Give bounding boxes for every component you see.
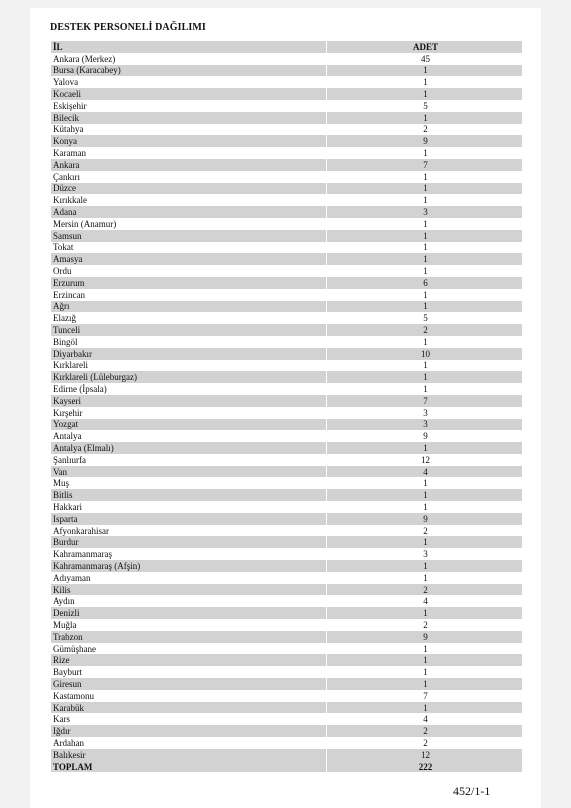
count-cell: 1 [327, 336, 523, 348]
table-row [51, 383, 522, 395]
table-row [51, 112, 522, 124]
page-title: DESTEK PERSONELİ DAĞILIMI [50, 22, 206, 33]
province-cell: Kayseri [51, 395, 327, 407]
province-cell: Bilecik [51, 112, 327, 124]
province-cell: Isparta [51, 513, 327, 525]
table-row [51, 501, 522, 513]
table-row [51, 100, 522, 112]
count-cell: 4 [327, 595, 523, 607]
table-row [51, 749, 522, 761]
province-cell: Erzincan [53, 289, 85, 300]
document-page [30, 8, 541, 808]
table-row [51, 360, 522, 372]
count-cell: 1 [327, 383, 523, 395]
table-row [51, 454, 522, 466]
count-cell: 1 [327, 230, 523, 242]
table-row [51, 395, 522, 407]
count-cell: 9 [327, 631, 523, 643]
province-cell: Yozgat [51, 419, 327, 431]
count-cell: 1 [327, 501, 523, 513]
province-cell: Erzurum [51, 277, 327, 289]
count-cell: 12 [327, 454, 523, 466]
province-cell: Kastamonu [53, 690, 94, 701]
count-cell: 1 [327, 194, 523, 206]
province-cell: Denizli [51, 607, 327, 619]
province-cell: Hakkari [53, 501, 82, 512]
count-cell: 3 [327, 206, 523, 218]
count-cell: 45 [327, 53, 523, 65]
count-cell: 2 [327, 124, 523, 136]
province-cell: Konya [51, 135, 327, 147]
total-label: TOPLAM [51, 761, 327, 773]
province-cell: Kırklareli (Lüleburgaz) [51, 371, 327, 383]
count-cell: 2 [327, 324, 523, 336]
province-cell: Diyarbakır [51, 348, 327, 360]
count-cell: 1 [327, 253, 523, 265]
count-cell: 1 [327, 218, 523, 230]
province-cell: Eskişehir [53, 100, 87, 111]
table-row [51, 65, 522, 77]
table-row [51, 407, 522, 419]
count-cell: 10 [327, 348, 523, 360]
province-cell: Van [51, 466, 327, 478]
province-cell: Kahramanmaraş [53, 549, 112, 560]
province-cell: Kırşehir [53, 407, 83, 418]
count-cell: 5 [327, 312, 523, 324]
count-cell: 9 [327, 430, 523, 442]
count-cell: 3 [327, 407, 523, 419]
table-row [51, 253, 522, 265]
count-cell: 1 [327, 477, 523, 489]
table-row [51, 348, 522, 360]
province-cell: Adana [51, 206, 327, 218]
province-cell: Muğla [53, 619, 77, 630]
table-row [51, 654, 522, 666]
table-row [51, 477, 522, 489]
province-cell: Ankara [51, 159, 327, 171]
table-row [51, 371, 522, 383]
count-cell: 4 [327, 466, 523, 478]
table-row [51, 265, 522, 277]
table-row [51, 466, 522, 478]
count-cell: 1 [327, 171, 523, 183]
table-row [51, 643, 522, 655]
province-cell: Bayburt [53, 667, 82, 678]
province-cell: Kars [53, 714, 70, 725]
table-row [51, 230, 522, 242]
table-row [51, 312, 522, 324]
province-cell: Tokat [53, 242, 74, 253]
province-cell: Tunceli [51, 324, 327, 336]
table-row [51, 536, 522, 548]
count-cell: 1 [327, 301, 523, 313]
province-cell: Aydın [53, 596, 75, 607]
table-row [51, 430, 522, 442]
province-cell: Giresun [51, 678, 327, 690]
table-row [51, 690, 522, 702]
header-count: ADET [327, 41, 523, 53]
table-row [51, 183, 522, 195]
table-row [51, 76, 522, 88]
province-cell: Kütahya [53, 124, 84, 135]
table-row [51, 159, 522, 171]
count-cell: 1 [327, 360, 523, 372]
province-cell: Bitlis [51, 489, 327, 501]
table-row [51, 289, 522, 301]
table-row [51, 678, 522, 690]
province-cell: Kırklareli [53, 360, 88, 371]
header-province: İL [51, 41, 327, 53]
count-cell: 2 [327, 525, 523, 537]
province-cell: Gümüşhane [53, 643, 96, 654]
table-row [51, 725, 522, 737]
table-row [51, 242, 522, 254]
count-cell: 7 [327, 159, 523, 171]
count-cell: 1 [327, 607, 523, 619]
count-cell: 1 [327, 643, 523, 655]
province-cell: Ağrı [51, 301, 327, 313]
table-row [51, 124, 522, 136]
table-row [51, 737, 522, 749]
table-row [51, 631, 522, 643]
count-cell: 9 [327, 513, 523, 525]
page-reference: 452/1-1 [453, 784, 491, 798]
table-row [51, 324, 522, 336]
count-cell: 1 [327, 702, 523, 714]
count-cell: 1 [327, 678, 523, 690]
province-cell: Düzce [51, 183, 327, 195]
count-cell: 1 [327, 536, 523, 548]
province-cell: Kocaeli [51, 88, 327, 100]
table-row [51, 206, 522, 218]
count-cell: 1 [327, 88, 523, 100]
count-cell: 12 [327, 749, 523, 761]
count-cell: 6 [327, 277, 523, 289]
table-row [51, 595, 522, 607]
province-cell: Burdur [51, 536, 327, 548]
table-row [51, 607, 522, 619]
province-cell: Edirne (İpsala) [53, 384, 107, 394]
province-cell: Yalova [53, 77, 79, 88]
table-row [51, 513, 522, 525]
province-cell: Mersin (Anamur) [53, 218, 117, 229]
count-cell: 2 [327, 584, 523, 596]
count-cell: 3 [327, 548, 523, 560]
distribution-table [51, 41, 522, 772]
count-cell: 5 [327, 100, 523, 112]
count-cell: 1 [327, 289, 523, 301]
province-cell: Şanlıurfa [53, 454, 86, 465]
count-cell: 1 [327, 112, 523, 124]
count-cell: 9 [327, 135, 523, 147]
province-cell: Elazığ [53, 313, 76, 324]
table-row [51, 666, 522, 678]
province-cell: Adıyaman [53, 572, 91, 583]
count-cell: 1 [327, 371, 523, 383]
province-cell: Samsun [51, 230, 327, 242]
province-cell: Kırıkkale [53, 195, 87, 206]
province-cell: Kilis [51, 584, 327, 596]
count-cell: 1 [327, 147, 523, 159]
table-row [51, 713, 522, 725]
count-cell: 7 [327, 690, 523, 702]
province-cell: Afyonkarahisar [53, 525, 109, 536]
table-row [51, 584, 522, 596]
table-row [51, 619, 522, 631]
province-cell: Balıkesir [51, 749, 327, 761]
count-cell: 1 [327, 76, 523, 88]
table-header-row [51, 41, 522, 53]
table-row [51, 147, 522, 159]
province-cell: Antalya (Elmalı) [51, 442, 327, 454]
count-cell: 1 [327, 666, 523, 678]
province-cell: Trabzon [51, 631, 327, 643]
province-cell: Karabük [51, 702, 327, 714]
table-row [51, 560, 522, 572]
count-cell: 1 [327, 65, 523, 77]
table-row [51, 489, 522, 501]
table-row [51, 525, 522, 537]
province-cell: Bingöl [53, 336, 78, 347]
province-cell: Karaman [53, 148, 86, 159]
count-cell: 2 [327, 737, 523, 749]
province-cell: Muş [53, 478, 70, 489]
count-cell: 1 [327, 572, 523, 584]
count-cell: 1 [327, 654, 523, 666]
total-row [51, 761, 522, 773]
count-cell: 1 [327, 489, 523, 501]
table-row [51, 572, 522, 584]
table-row [51, 442, 522, 454]
count-cell: 3 [327, 419, 523, 431]
province-cell: Amasya [51, 253, 327, 265]
table-row [51, 301, 522, 313]
table-row [51, 419, 522, 431]
province-cell: Çankırı [53, 171, 80, 182]
province-cell: Antalya [53, 431, 82, 442]
province-cell: Kahramanmaraş (Afşin) [51, 560, 327, 572]
count-cell: 1 [327, 442, 523, 454]
count-cell: 1 [327, 183, 523, 195]
table-row [51, 194, 522, 206]
province-cell: Iğdır [51, 725, 327, 737]
table-row [51, 171, 522, 183]
province-cell: Rize [51, 654, 327, 666]
count-cell: 1 [327, 242, 523, 254]
table-row [51, 702, 522, 714]
count-cell: 4 [327, 713, 523, 725]
table-row [51, 88, 522, 100]
province-cell: Ardahan [53, 737, 84, 748]
table-body [51, 53, 522, 761]
count-cell: 2 [327, 725, 523, 737]
count-cell: 1 [327, 265, 523, 277]
province-cell: Ordu [53, 266, 72, 277]
total-value: 222 [327, 761, 523, 773]
table-row [51, 135, 522, 147]
count-cell: 7 [327, 395, 523, 407]
table-row [51, 218, 522, 230]
table-row [51, 277, 522, 289]
province-cell: Ankara (Merkez) [53, 53, 116, 64]
table-row [51, 548, 522, 560]
province-cell: Bursa (Karacabey) [51, 65, 327, 77]
table-row [51, 336, 522, 348]
table-row [51, 53, 522, 65]
count-cell: 1 [327, 560, 523, 572]
count-cell: 2 [327, 619, 523, 631]
